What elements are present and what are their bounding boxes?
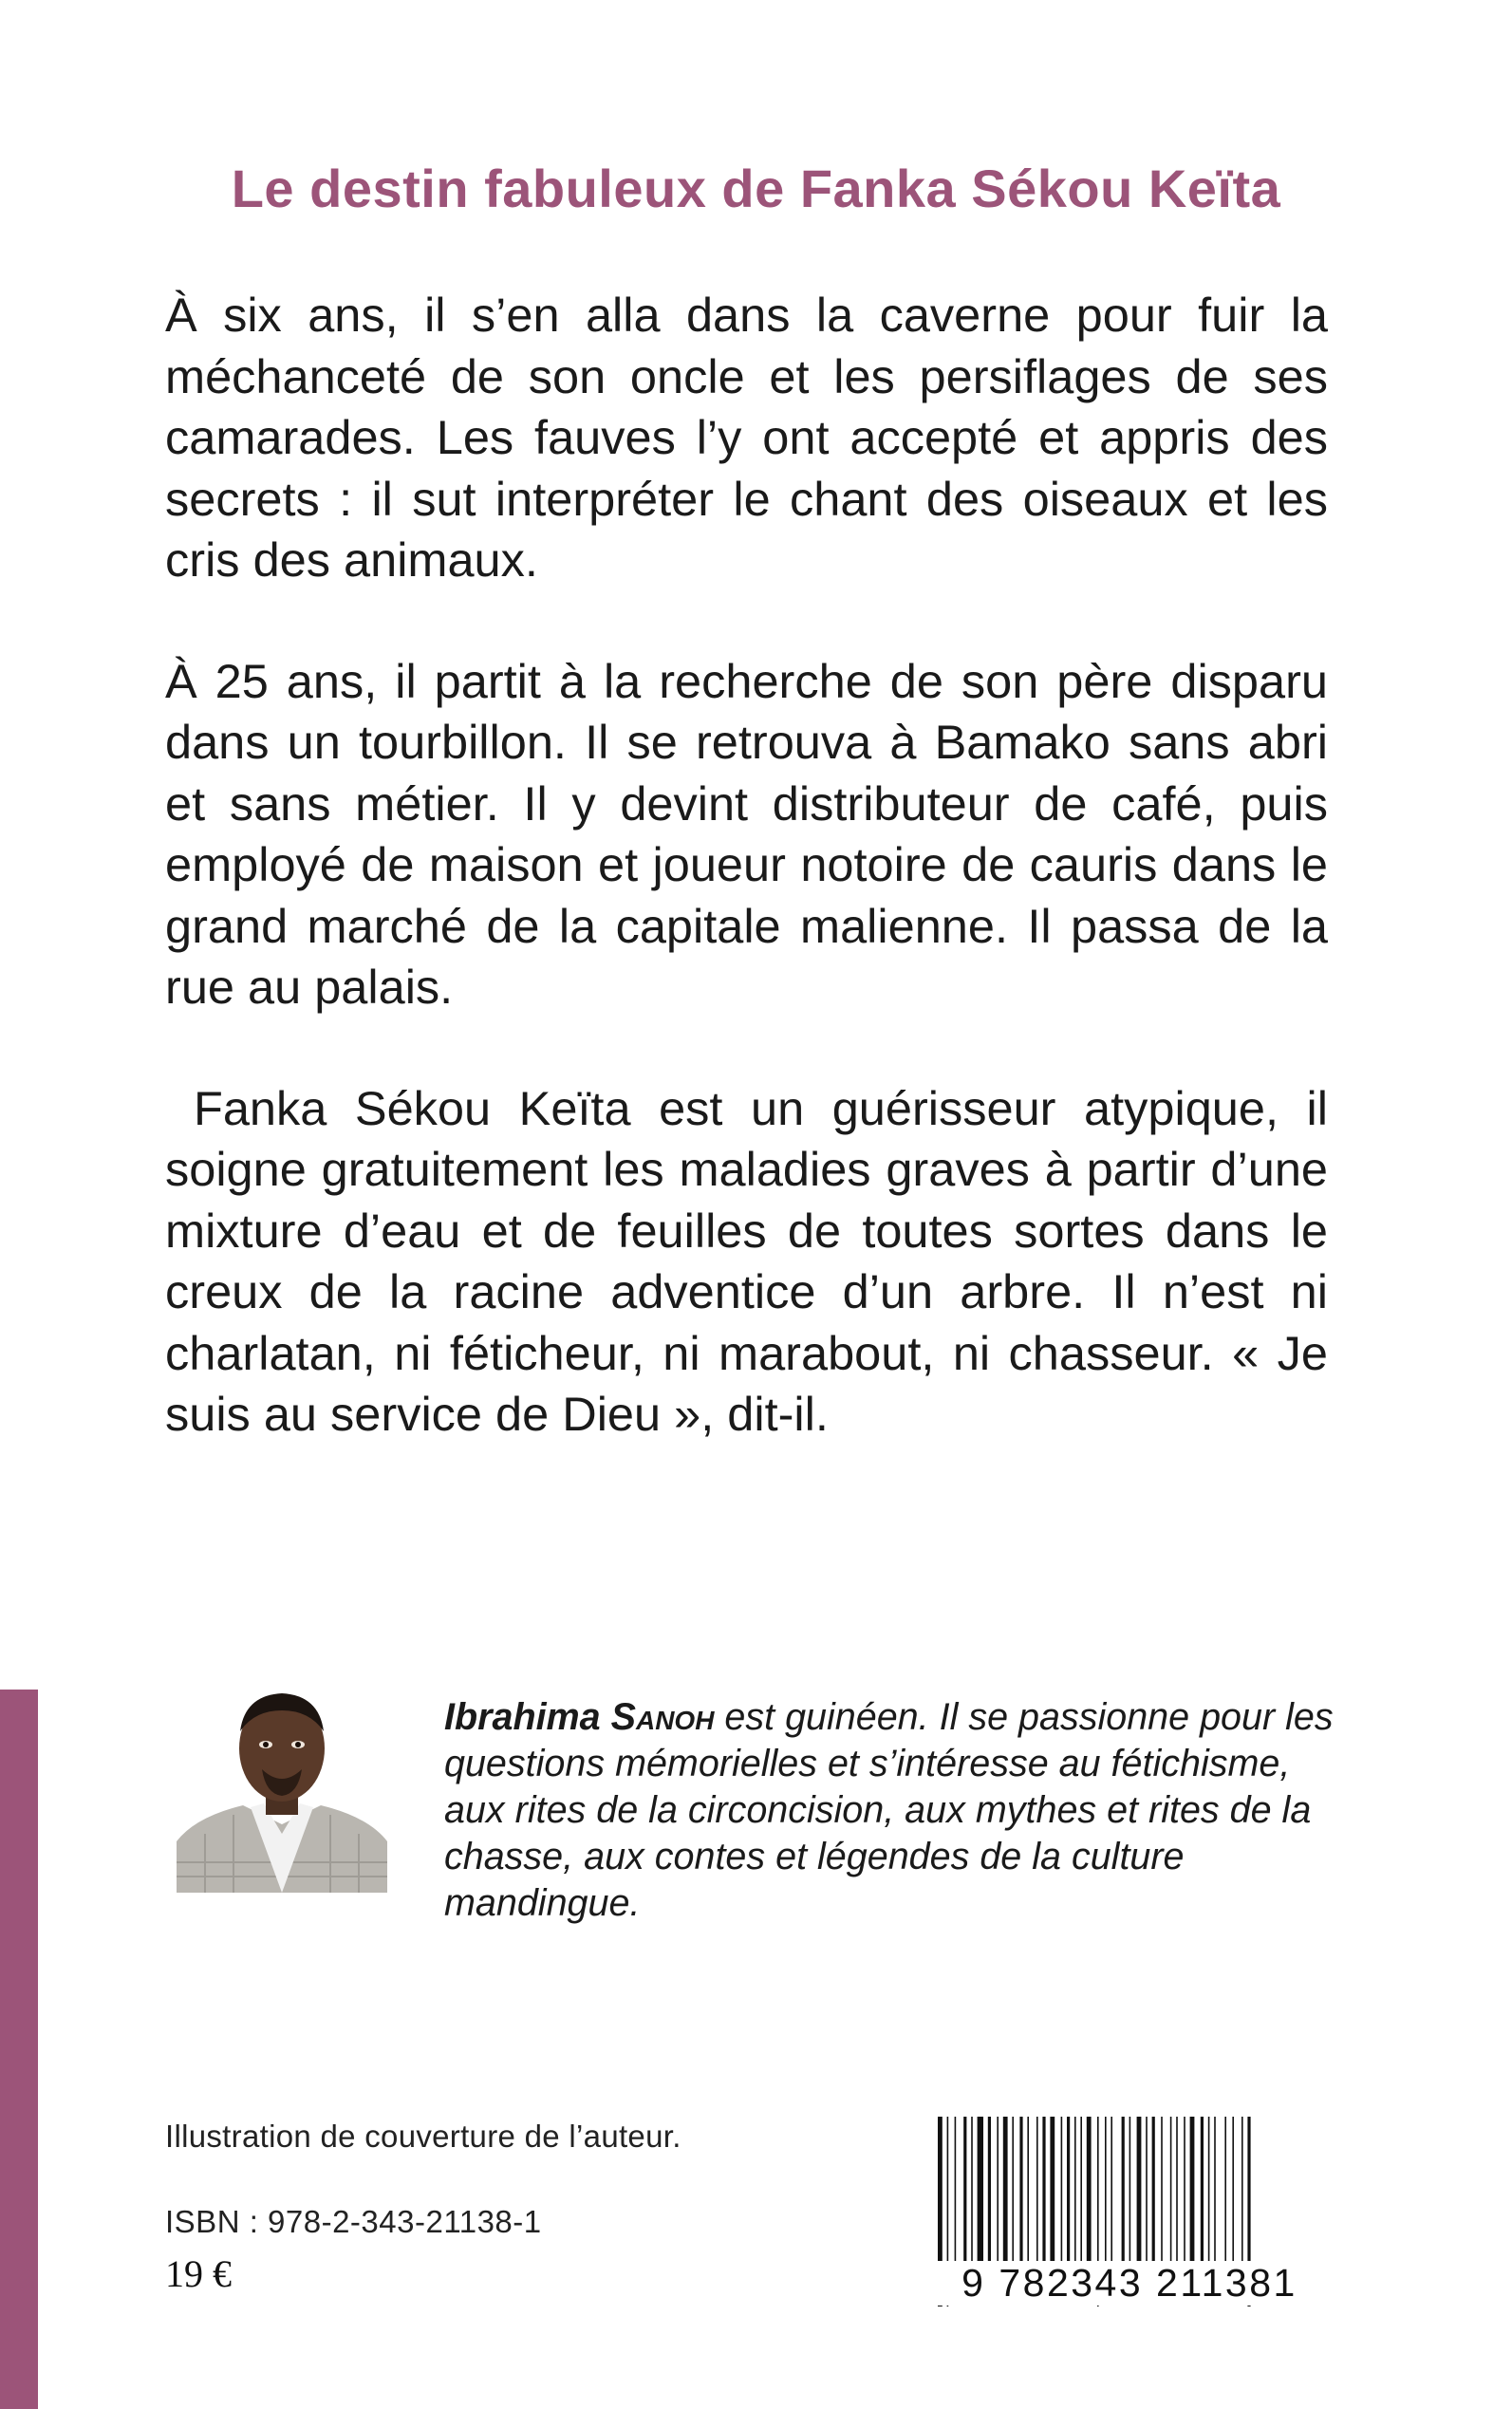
barcode-bar: [1176, 2117, 1178, 2269]
barcode-bar: [1232, 2117, 1234, 2269]
barcode-bar: [1087, 2117, 1092, 2269]
barcode-bar: [1137, 2117, 1142, 2269]
barcode-digits: 9 782343 211381: [930, 2261, 1329, 2306]
barcode-bar: [955, 2117, 957, 2269]
barcode-bar: [1003, 2117, 1008, 2269]
barcode-bar: [997, 2117, 999, 2269]
barcode-bar: [1146, 2117, 1148, 2269]
blurb-paragraph-3: Fanka Sékou Keïta est un guérisseur atypique, il soigne gratuitement les maladies graves à partir d’une mixture d’eau et de feuilles de toutes sortes dans le creux de la racine adventice d’un arbre. Il n’est ni charlatan, ni féticheur, ni marabout, ni chasseur. « Je suis au service de Dieu », dit-il.: [165, 1080, 1328, 1441]
barcode-bar: [1012, 2117, 1014, 2269]
back-cover-blurb: [165, 285, 1328, 1505]
barcode-bar: [1184, 2117, 1185, 2269]
barcode-bar: [963, 2117, 966, 2269]
barcode-bar: [1161, 2117, 1163, 2269]
barcode-bar: [1224, 2117, 1226, 2269]
barcode-bar: [1074, 2117, 1076, 2269]
barcode-bar: [1061, 2117, 1063, 2269]
barcode-bar: [1019, 2117, 1022, 2269]
author-photo: [177, 1682, 387, 1893]
accent-side-bar: [0, 1690, 38, 2409]
barcode-bar: [1152, 2117, 1155, 2269]
barcode-bar: [978, 2117, 983, 2269]
blurb-paragraph-2: À 25 ans, il partit à la recherche de son père disparu dans un tourbillon. Il se retrouva à Bamako sans abri et sans métier. Il y devint distributeur de café, puis employé de maison et joueur notoire de cauris dans le grand marché de la capitale malienne. Il passa de la rue au palais.: [165, 653, 1328, 1014]
barcode-bar: [1105, 2117, 1107, 2269]
blurb-paragraph-1: À six ans, il s’en alla dans la caverne pour fuir la méchanceté de son oncle et les persiflages de ses camarades. Les fauves l’y ont accepté et appris des secrets : il sut interpréter le chant des oiseaux et les cris des animaux.: [165, 288, 1328, 587]
barcode-bar: [971, 2117, 973, 2269]
barcode-bar: [988, 2117, 991, 2269]
barcode-bar: [1036, 2117, 1038, 2269]
barcode-bar: [1201, 2117, 1204, 2269]
illustration-credit: Illustration de couverture de l’auteur.: [165, 2119, 681, 2154]
price-label: 19 €: [165, 2252, 232, 2295]
barcode-bar: [1241, 2117, 1243, 2269]
author-bio: [444, 1694, 1355, 1927]
barcode-bar: [1214, 2117, 1216, 2269]
isbn-number: ISBN : 978-2-343-21138-1: [165, 2204, 542, 2239]
author-last-name: Sanoh: [610, 1696, 715, 1738]
book-title: Le destin fabuleux de Fanka Sékou Keïta: [231, 158, 1281, 218]
barcode-bar: [1122, 2117, 1125, 2269]
barcode-bar: [1111, 2117, 1112, 2269]
barcode-bar: [1170, 2117, 1172, 2269]
author-bio-text: est guinéen. Il se passionne pour les questions mémorielles et s’intéresse au fétichisme, aux rites de la circoncision, aux mythes et rites de la chasse, aux contes et légendes de la culture mandingue.: [444, 1696, 1334, 1924]
barcode-bar: [1080, 2117, 1082, 2269]
author-first-name: Ibrahima: [444, 1696, 601, 1738]
barcode-bar: [1129, 2117, 1131, 2269]
barcode-bar: [1050, 2117, 1055, 2269]
barcode-bar: [1208, 2117, 1210, 2269]
barcode-bar: [1042, 2117, 1045, 2269]
barcode-bar: [1027, 2117, 1029, 2269]
barcode-bar: [1067, 2117, 1070, 2269]
barcode-bar: [1190, 2117, 1195, 2269]
